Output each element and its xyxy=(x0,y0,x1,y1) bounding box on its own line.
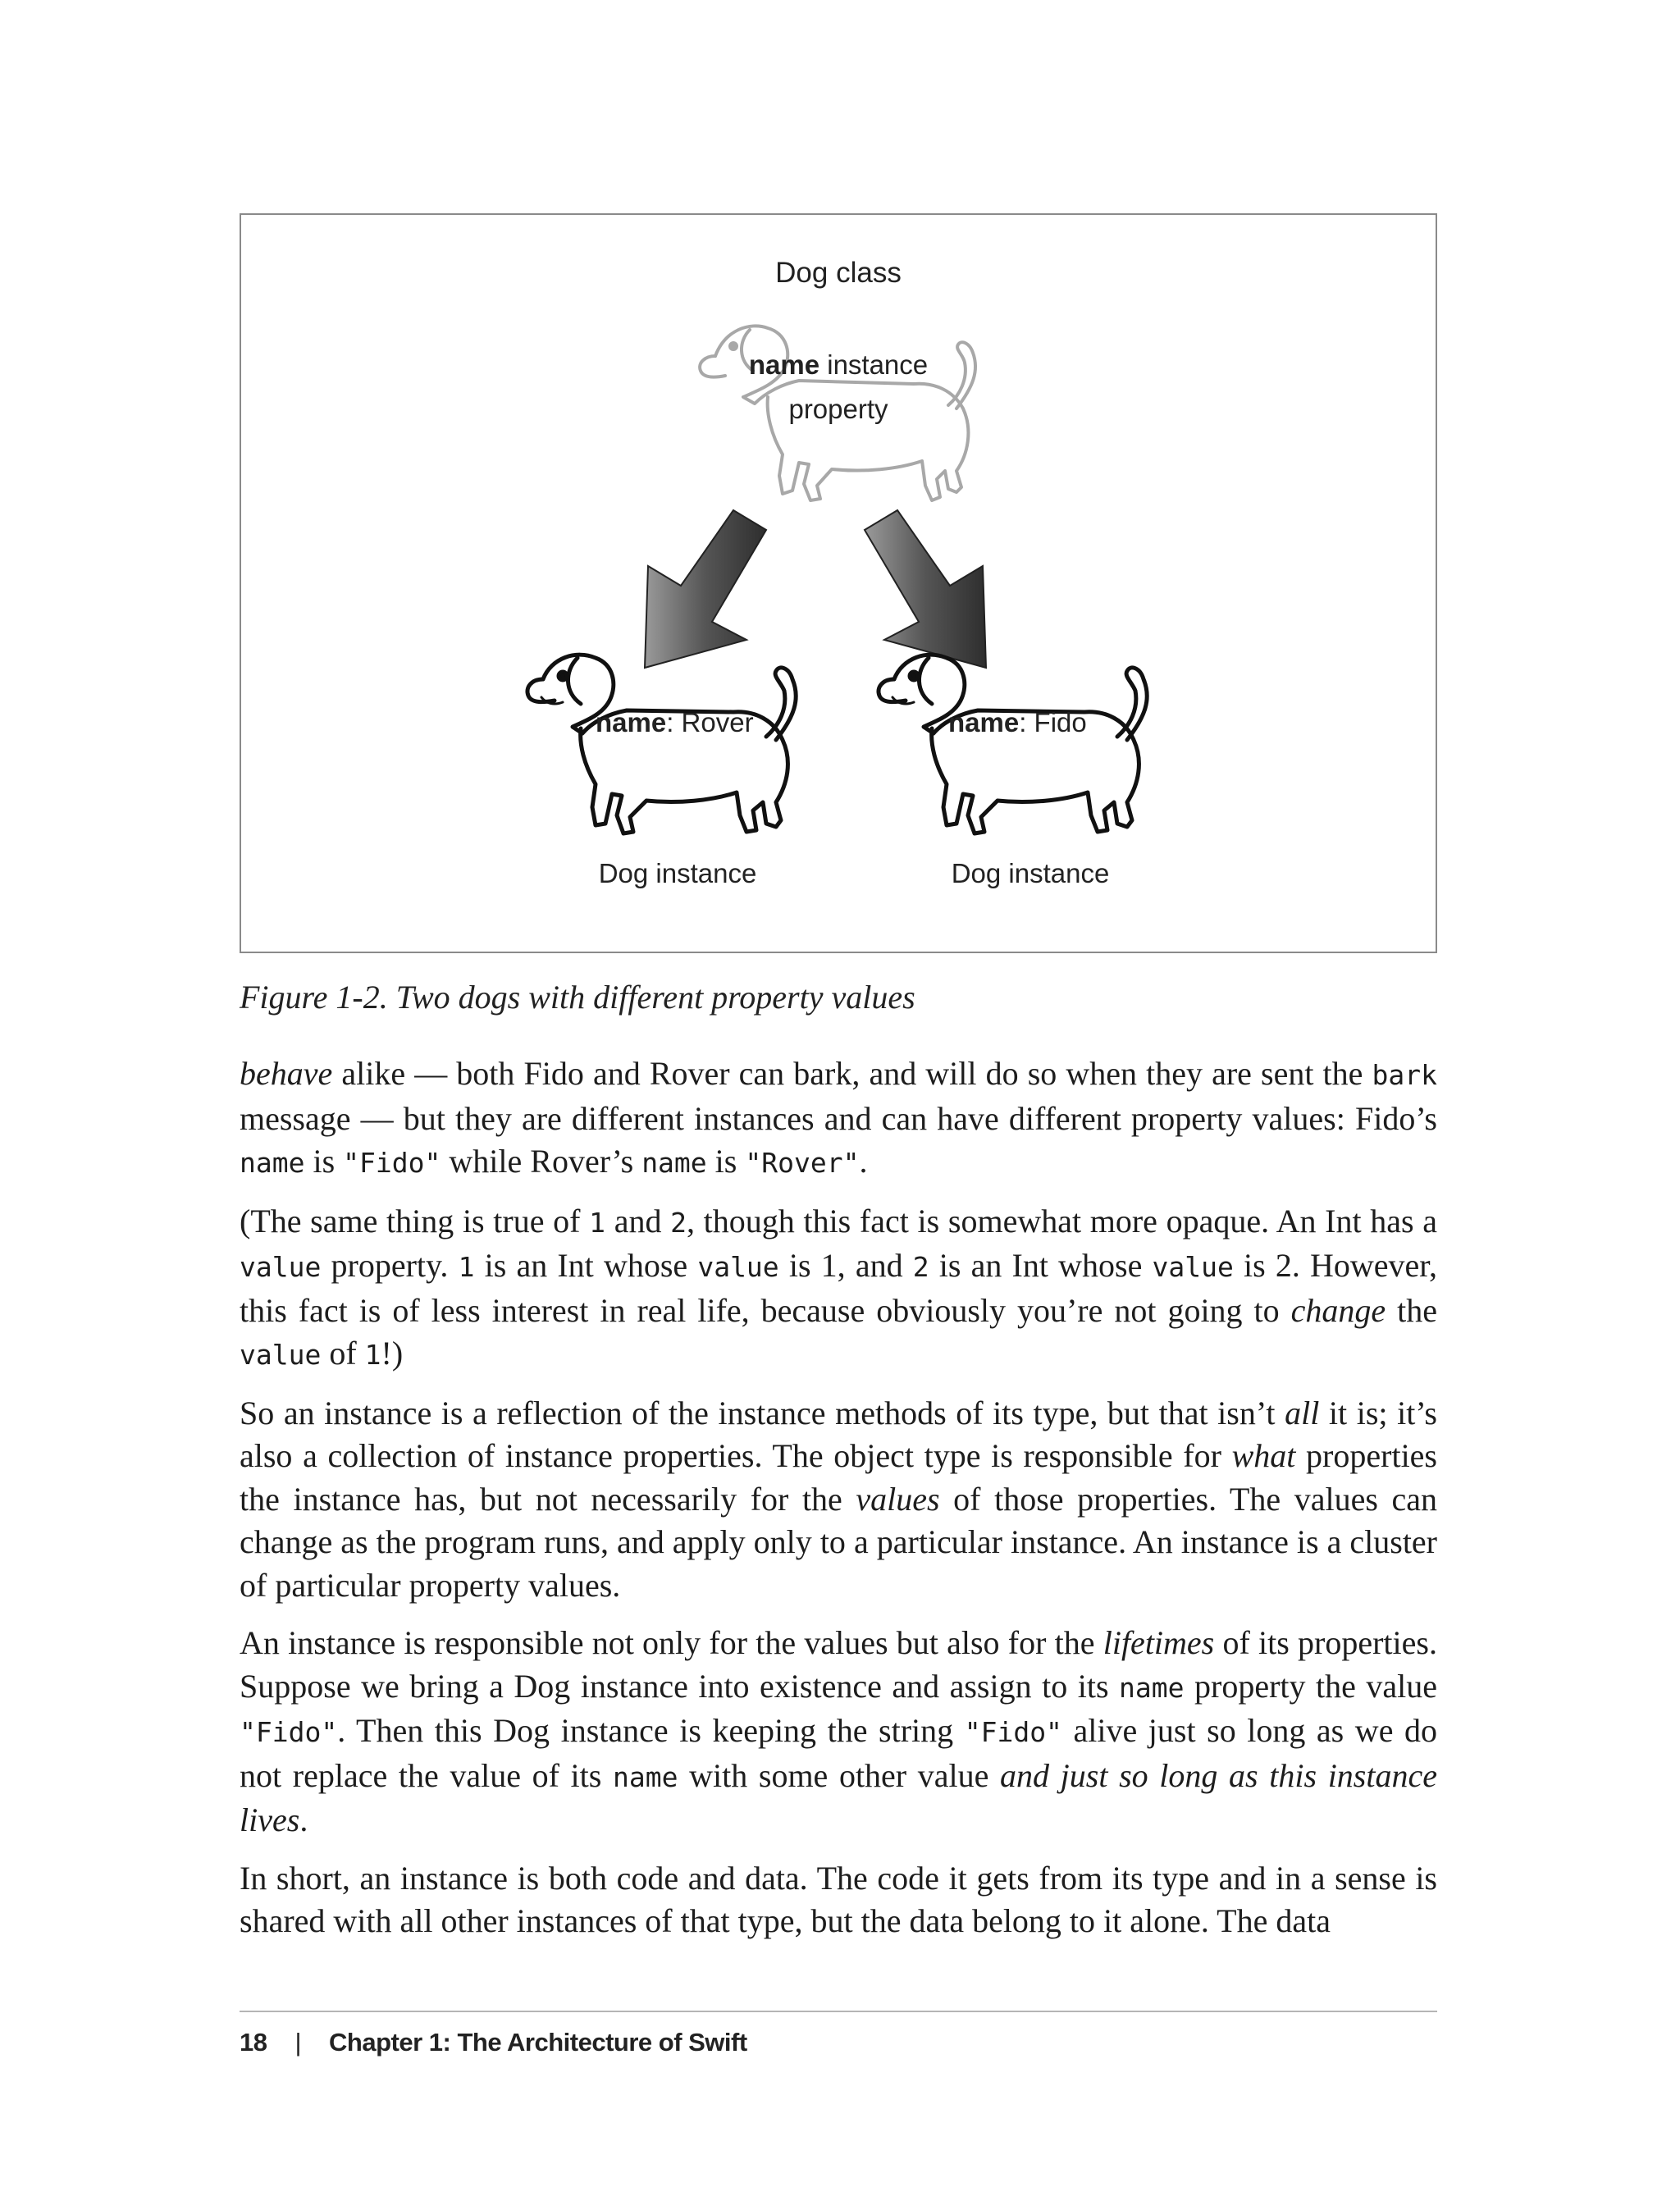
text-run: is 1, and xyxy=(778,1247,913,1284)
figure xyxy=(240,213,1437,953)
paragraph-4 xyxy=(240,1622,1437,1842)
page-number: 18 xyxy=(240,2028,267,2057)
emphasis: what xyxy=(1231,1437,1296,1474)
code-name: name xyxy=(1119,1671,1185,1704)
code-name: name xyxy=(641,1147,707,1179)
text-run: while Rover’s xyxy=(441,1143,642,1180)
text-run: , though this fact is somewhat more opaque. An Int has a xyxy=(687,1202,1437,1239)
paragraph-5 xyxy=(240,1857,1437,1943)
code-literal: 1 xyxy=(364,1339,381,1371)
paragraph-3 xyxy=(240,1392,1437,1608)
left-dog-drawing xyxy=(527,655,796,833)
right-instance-label: Dog instance xyxy=(951,858,1110,888)
code-bark: bark xyxy=(1372,1059,1437,1091)
figure-caption: Figure 1-2. Two dogs with different property values xyxy=(240,979,915,1016)
emphasis: values xyxy=(856,1480,940,1518)
code-value: value xyxy=(240,1251,322,1283)
text-run: is an Int whose xyxy=(929,1247,1153,1284)
emphasis: lifetimes xyxy=(1102,1624,1215,1661)
right-name-label xyxy=(948,707,1087,737)
text-run: alive just so long as we do not replace the value of its xyxy=(240,1712,1438,1794)
text-run: . xyxy=(299,1801,308,1838)
text-run: property. xyxy=(321,1247,459,1284)
text-run: An instance is responsible not only for the values but also for the xyxy=(240,1624,1103,1661)
text-run: of xyxy=(321,1335,365,1372)
right-dog-drawing xyxy=(879,655,1147,833)
emphasis: behave xyxy=(240,1055,333,1092)
code-value: value xyxy=(240,1339,322,1371)
page-footer xyxy=(240,2025,747,2061)
code-literal: 1 xyxy=(589,1206,606,1239)
code-fido: "Fido" xyxy=(964,1716,1062,1748)
text-run: (The same thing is true of xyxy=(240,1202,590,1239)
code-fido: "Fido" xyxy=(343,1147,441,1179)
text-run: alike — both Fido and Rover can bark, and will do so when they are sent the xyxy=(332,1055,1372,1092)
code-literal: 2 xyxy=(670,1206,687,1239)
text-run: with some other value xyxy=(678,1756,1001,1794)
left-name-label xyxy=(596,707,754,737)
arrow-right xyxy=(865,510,986,668)
text-run: of those properties. The values can change as the program runs, and apply only to a particular instance. An instance is a cluster of particular property values. xyxy=(240,1480,1437,1604)
left-instance-label: Dog instance xyxy=(598,858,757,888)
text-run: !) xyxy=(381,1335,404,1372)
text-run: So an instance is a reflection of the instance methods of its type, but that isn’t xyxy=(240,1394,1285,1431)
code-value: value xyxy=(1152,1251,1234,1283)
class-property-rest: instance xyxy=(819,349,929,380)
left-name-key: name xyxy=(596,707,667,737)
emphasis: change xyxy=(1290,1291,1386,1329)
left-name-value: : Rover xyxy=(666,707,754,737)
text-run: message — but they are different instances and can have different property values: Fido’s xyxy=(240,1099,1437,1137)
emphasis: and just so long as this instance lives xyxy=(240,1756,1437,1838)
text-run: is xyxy=(706,1143,746,1180)
text-run: is 2. However, this fact is of less interest in real life, because obviously you’re not going to xyxy=(240,1247,1437,1329)
code-value: value xyxy=(697,1251,779,1283)
text-run: of its properties. Suppose we bring a Dog instance into existence and assign to its xyxy=(240,1624,1437,1705)
emphasis: all xyxy=(1285,1394,1320,1431)
text-run: . Then this Dog instance is keeping the string xyxy=(337,1712,965,1749)
code-literal: 2 xyxy=(912,1251,929,1283)
right-name-value: : Fido xyxy=(1019,707,1087,737)
dog-class-diagram xyxy=(241,215,1436,952)
code-rover: "Rover" xyxy=(745,1147,860,1179)
class-property-line2: property xyxy=(788,394,888,424)
text-run: is an Int whose xyxy=(474,1247,698,1284)
text-run: property the value xyxy=(1184,1667,1438,1705)
right-name-key: name xyxy=(948,707,1020,737)
code-name: name xyxy=(613,1760,678,1793)
footer-rule xyxy=(240,2011,1437,2012)
footer-separator: | xyxy=(294,2028,302,2057)
text-run: it is; it’s also a collection of instance properties. The object type is responsible for xyxy=(240,1394,1437,1474)
text-run: is xyxy=(304,1143,344,1180)
text-run: In short, an instance is both code and data. The code it gets from its type and in a sense is shared with all other instances of that type, but the data belong to it alone. The data xyxy=(240,1859,1437,1939)
paragraph-2 xyxy=(240,1200,1437,1377)
code-fido: "Fido" xyxy=(240,1716,338,1748)
code-literal: 1 xyxy=(458,1251,475,1283)
text-run: properties the instance has, but not necessarily for the xyxy=(240,1437,1437,1518)
class-property-label xyxy=(749,349,928,380)
text-run: and xyxy=(605,1202,671,1239)
class-title-label: Dog class xyxy=(775,257,902,289)
text-run: the xyxy=(1386,1291,1438,1329)
chapter-title: Chapter 1: The Architecture of Swift xyxy=(329,2028,747,2057)
body-text xyxy=(240,1052,1437,1958)
class-property-key: name xyxy=(748,349,820,380)
text-run: . xyxy=(859,1143,868,1180)
paragraph-1 xyxy=(240,1052,1437,1185)
arrow-left xyxy=(645,510,766,668)
code-name: name xyxy=(240,1147,305,1179)
